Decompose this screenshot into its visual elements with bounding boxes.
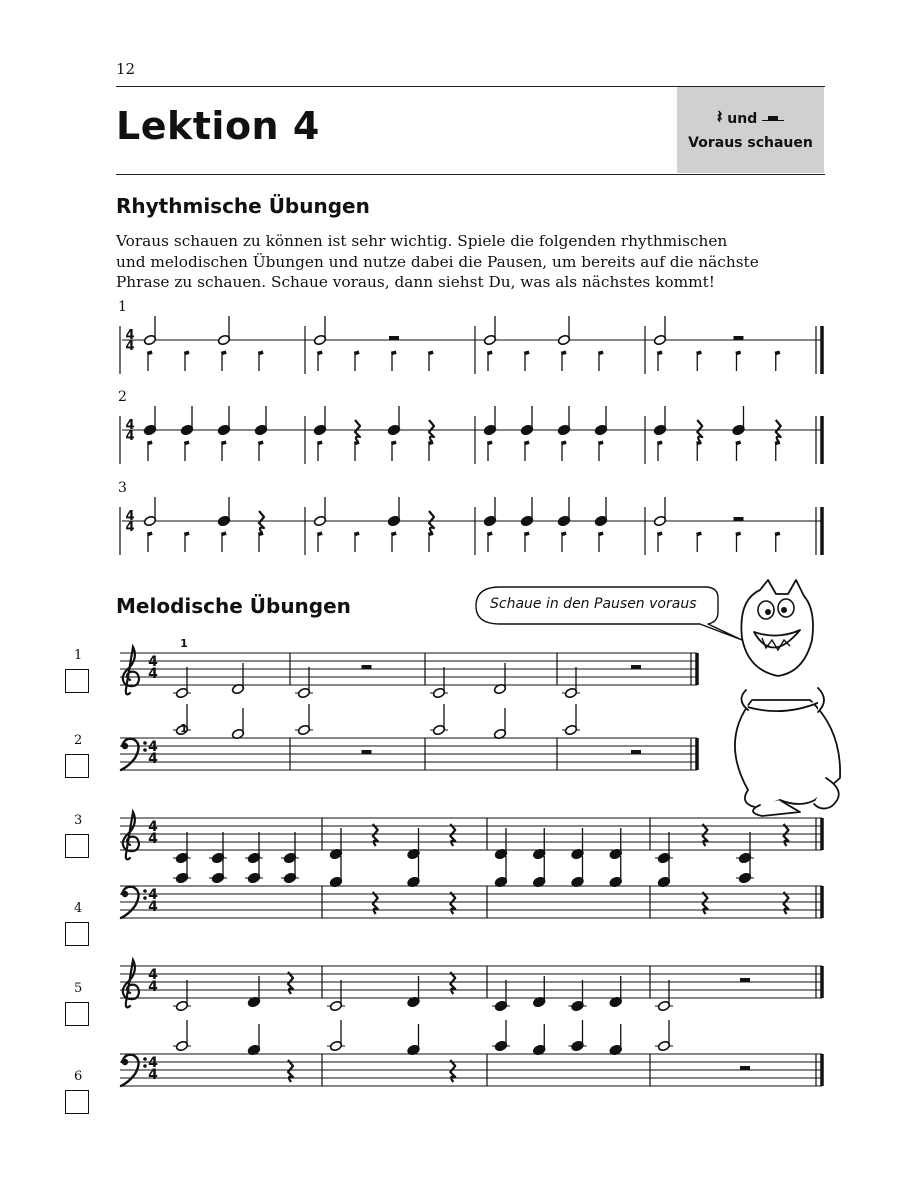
cat-pupil-left xyxy=(765,609,771,615)
lower-note-mark xyxy=(735,441,741,446)
rhythm-heading: Rhythmische Übungen xyxy=(116,194,370,218)
quarter-rest xyxy=(703,824,708,846)
quarter-rest xyxy=(784,892,789,914)
time-signature-top: 4 xyxy=(125,418,135,433)
exercise-checkbox[interactable] xyxy=(65,669,89,693)
half-rest xyxy=(362,665,372,669)
exercise-checkbox[interactable] xyxy=(65,754,89,778)
exercise-checkbox[interactable] xyxy=(65,834,89,858)
rhythm-exercise xyxy=(120,406,822,464)
half-rest xyxy=(362,750,372,754)
rhythm-exercise xyxy=(120,316,822,374)
speech-bubble-text: Schaue in den Pausen voraus xyxy=(490,596,697,612)
lower-note-mark xyxy=(696,351,702,356)
exercise-checkbox[interactable] xyxy=(65,1002,89,1026)
exercise-checkbox[interactable] xyxy=(65,922,89,946)
lower-note-mark xyxy=(657,351,663,356)
lower-note-mark xyxy=(428,441,434,446)
time-signature-top: 4 xyxy=(148,1055,158,1071)
time-signature-top: 4 xyxy=(125,509,135,524)
quarter-rest xyxy=(373,892,378,914)
bass-clef-dot xyxy=(122,743,128,749)
melodic-exercise xyxy=(120,960,822,1012)
lower-note-mark xyxy=(354,532,360,537)
bass-clef-dot xyxy=(143,1064,147,1068)
lower-note-mark xyxy=(258,441,264,446)
half-rest xyxy=(631,665,641,669)
lower-note-mark xyxy=(561,351,567,356)
intro-line-2: und melodischen Übungen und nutze dabei die Pausen, um bereits auf die nächste xyxy=(116,252,759,271)
badge-line-2: Voraus schauen xyxy=(688,135,813,151)
lower-note-mark xyxy=(775,532,781,537)
half-rest xyxy=(734,336,744,340)
time-signature-bottom: 4 xyxy=(148,751,158,767)
exercise-number: 5 xyxy=(74,981,83,996)
bass-clef-dot xyxy=(143,748,147,752)
quarter-rest-icon: 𝄽 xyxy=(716,107,723,128)
lower-note-mark xyxy=(184,532,190,537)
half-rest xyxy=(389,336,399,340)
bass-clef-dot xyxy=(143,896,147,900)
lower-note-mark xyxy=(354,351,360,356)
melodic-exercise xyxy=(120,812,822,864)
lower-note-mark xyxy=(657,532,663,537)
exercise-number: 6 xyxy=(74,1069,83,1084)
bass-clef-dot xyxy=(143,741,147,745)
lower-note-mark xyxy=(317,441,323,446)
quarter-rest xyxy=(450,1060,455,1082)
lower-note-mark xyxy=(258,532,264,537)
quarter-rest xyxy=(450,972,455,994)
lower-note-mark xyxy=(561,532,567,537)
lower-note-mark xyxy=(775,441,781,446)
page-number: 12 xyxy=(116,60,136,78)
time-signature-bottom: 4 xyxy=(125,339,135,354)
lower-note-mark xyxy=(258,351,264,356)
quarter-rest xyxy=(784,824,789,846)
quarter-rest xyxy=(373,824,378,846)
lower-note-mark xyxy=(184,441,190,446)
time-signature-top: 4 xyxy=(148,654,158,670)
time-signature-top: 4 xyxy=(148,739,158,755)
bass-clef-dot xyxy=(122,1059,128,1065)
lower-note-mark xyxy=(598,351,604,356)
treble-clef xyxy=(123,647,139,694)
time-signature-top: 4 xyxy=(148,887,158,903)
fingering-number: 1 xyxy=(180,637,188,650)
rhythm-exercise-number: 1 xyxy=(118,299,127,315)
exercise-number: 1 xyxy=(74,648,83,663)
quarter-rest xyxy=(450,892,455,914)
lower-note-mark xyxy=(354,441,360,446)
cat-arm-left xyxy=(741,690,748,710)
treble-clef xyxy=(123,960,139,1007)
treble-clef xyxy=(123,812,139,859)
quarter-rest xyxy=(429,511,434,533)
lower-note-mark xyxy=(524,532,530,537)
lower-note-mark xyxy=(184,351,190,356)
bass-clef-dot xyxy=(143,1057,147,1061)
lower-note-mark xyxy=(391,441,397,446)
time-signature-bottom: 4 xyxy=(125,429,135,444)
time-signature-top: 4 xyxy=(148,819,158,835)
time-signature-bottom: 4 xyxy=(148,899,158,915)
lower-note-mark xyxy=(147,532,153,537)
time-signature-bottom: 4 xyxy=(148,1067,158,1083)
lower-note-mark xyxy=(775,351,781,356)
melodic-exercise xyxy=(120,852,822,918)
half-rest xyxy=(740,978,750,982)
lower-note-mark xyxy=(598,441,604,446)
exercise-number: 2 xyxy=(74,733,83,748)
quarter-rest xyxy=(697,420,702,442)
melodic-exercise xyxy=(120,637,697,699)
rhythm-exercise xyxy=(120,497,822,555)
cat-pupil-right xyxy=(781,607,787,613)
lower-note-mark xyxy=(391,351,397,356)
lower-note-mark xyxy=(487,441,493,446)
melodic-exercise xyxy=(120,1020,822,1086)
lower-note-mark xyxy=(487,351,493,356)
time-signature-bottom: 4 xyxy=(148,979,158,995)
lower-note-mark xyxy=(598,532,604,537)
lower-note-mark xyxy=(391,532,397,537)
lower-note-mark xyxy=(147,351,153,356)
lower-note-mark xyxy=(428,351,434,356)
lower-note-mark xyxy=(657,441,663,446)
lower-note-mark xyxy=(221,532,227,537)
lower-note-mark xyxy=(735,532,741,537)
lower-note-mark xyxy=(524,351,530,356)
lesson-title: Lektion 4 xyxy=(116,104,320,148)
exercise-number: 4 xyxy=(74,901,83,916)
fingering-number: 1 xyxy=(180,722,188,735)
melodic-exercise xyxy=(120,704,697,770)
half-rest xyxy=(740,1066,750,1070)
quarter-rest xyxy=(288,1060,293,1082)
lower-note-mark xyxy=(221,441,227,446)
half-rest xyxy=(734,517,744,521)
cat-illustration xyxy=(735,580,840,816)
lower-note-mark xyxy=(735,351,741,356)
lower-note-mark xyxy=(221,351,227,356)
speech-bubble xyxy=(476,587,742,640)
quarter-rest xyxy=(429,420,434,442)
speech-bubble-outline xyxy=(476,587,742,640)
quarter-rest xyxy=(450,824,455,846)
intro-line-1: Voraus schauen zu können ist sehr wichtig. Spiele die folgenden rhythmischen xyxy=(116,232,728,250)
lower-note-mark xyxy=(524,441,530,446)
quarter-rest xyxy=(288,972,293,994)
time-signature-bottom: 4 xyxy=(148,666,158,682)
half-rest xyxy=(631,750,641,754)
quarter-rest xyxy=(259,511,264,533)
lower-note-mark xyxy=(487,532,493,537)
bass-clef-dot xyxy=(143,889,147,893)
time-signature-bottom: 4 xyxy=(125,520,135,535)
bass-clef-dot xyxy=(122,891,128,897)
lower-note-mark xyxy=(696,441,702,446)
rhythm-exercise-number: 2 xyxy=(118,389,127,405)
lower-note-mark xyxy=(696,532,702,537)
exercise-checkbox[interactable] xyxy=(65,1090,89,1114)
quarter-rest xyxy=(355,420,360,442)
time-signature-top: 4 xyxy=(125,328,135,343)
intro-line-3: Phrase zu schauen. Schaue voraus, dann siehst Du, was als nächstes kommt! xyxy=(116,273,715,291)
quarter-rest xyxy=(703,892,708,914)
lower-note-mark xyxy=(147,441,153,446)
lower-note-mark xyxy=(428,532,434,537)
time-signature-top: 4 xyxy=(148,967,158,983)
quarter-rest xyxy=(776,420,781,442)
cat-head xyxy=(741,580,813,676)
badge-and-label: und xyxy=(727,111,758,127)
exercise-number: 3 xyxy=(74,813,83,828)
cat-arm-right xyxy=(818,688,824,712)
rhythm-exercise-number: 3 xyxy=(118,480,127,496)
time-signature-bottom: 4 xyxy=(148,831,158,847)
lower-note-mark xyxy=(317,351,323,356)
lower-note-mark xyxy=(561,441,567,446)
lower-note-mark xyxy=(317,532,323,537)
melodic-heading: Melodische Übungen xyxy=(116,594,351,618)
